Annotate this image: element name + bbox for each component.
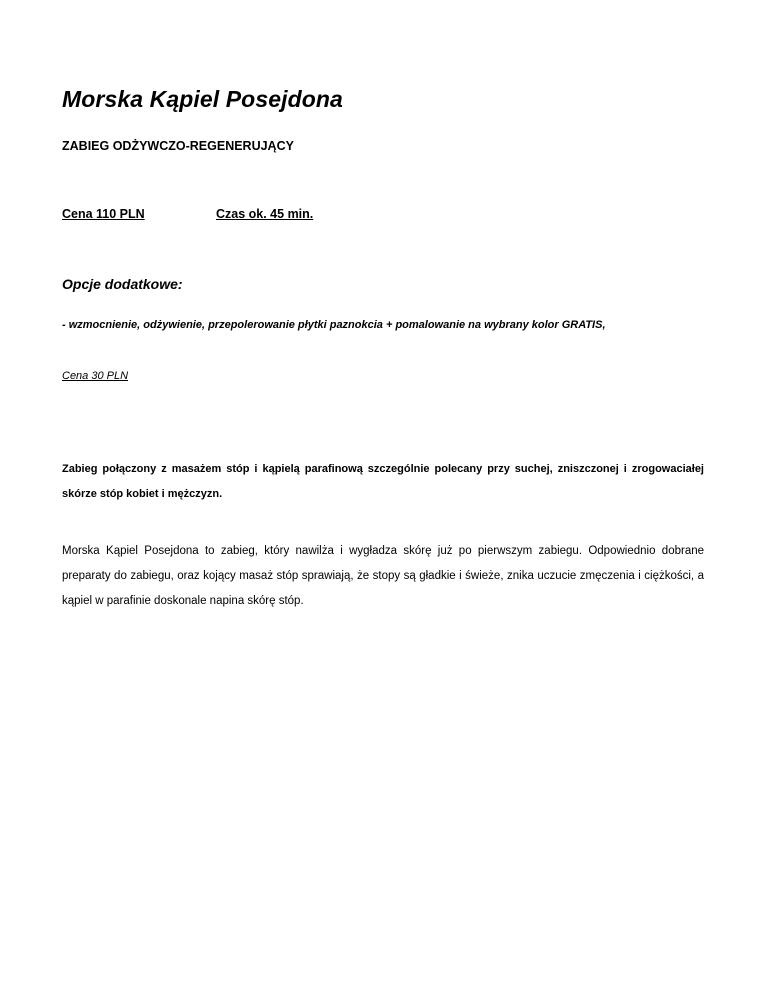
treatment-subtitle: ZABIEG ODŻYWCZO-REGENERUJĄCY [62,139,294,153]
document-title: Morska Kąpiel Posejdona [62,86,343,112]
treatment-price: Cena 110 PLN [62,207,145,221]
options-heading: Opcje dodatkowe: [62,276,183,292]
treatment-duration: Czas ok. 45 min. [216,207,314,221]
description-paragraph: Morska Kąpiel Posejdona to zabieg, który nawilża i wygładza skórę już po pierwszym zabiegu. Odpowiednio dobrane preparaty do zabiegu, oraz kojący masaż stóp sprawiają, że stopy są gładkie i świeże, znika uczucie zmęczenia i ciężkości, a kąpiel w parafinie doskonale napina skórę stóp. [62,545,704,607]
options-description: - wzmocnienie, odżywienie, przepolerowanie płytki paznokcia + pomalowanie na wybrany kolor GRATIS, [62,319,606,331]
highlight-paragraph: Zabieg połączony z masażem stóp i kąpielą parafinową szczególnie polecany przy suchej, zniszczonej i zrogowaciałej skórze stóp kobiet i mężczyzn. [62,463,704,500]
options-price: Cena 30 PLN [62,370,129,382]
